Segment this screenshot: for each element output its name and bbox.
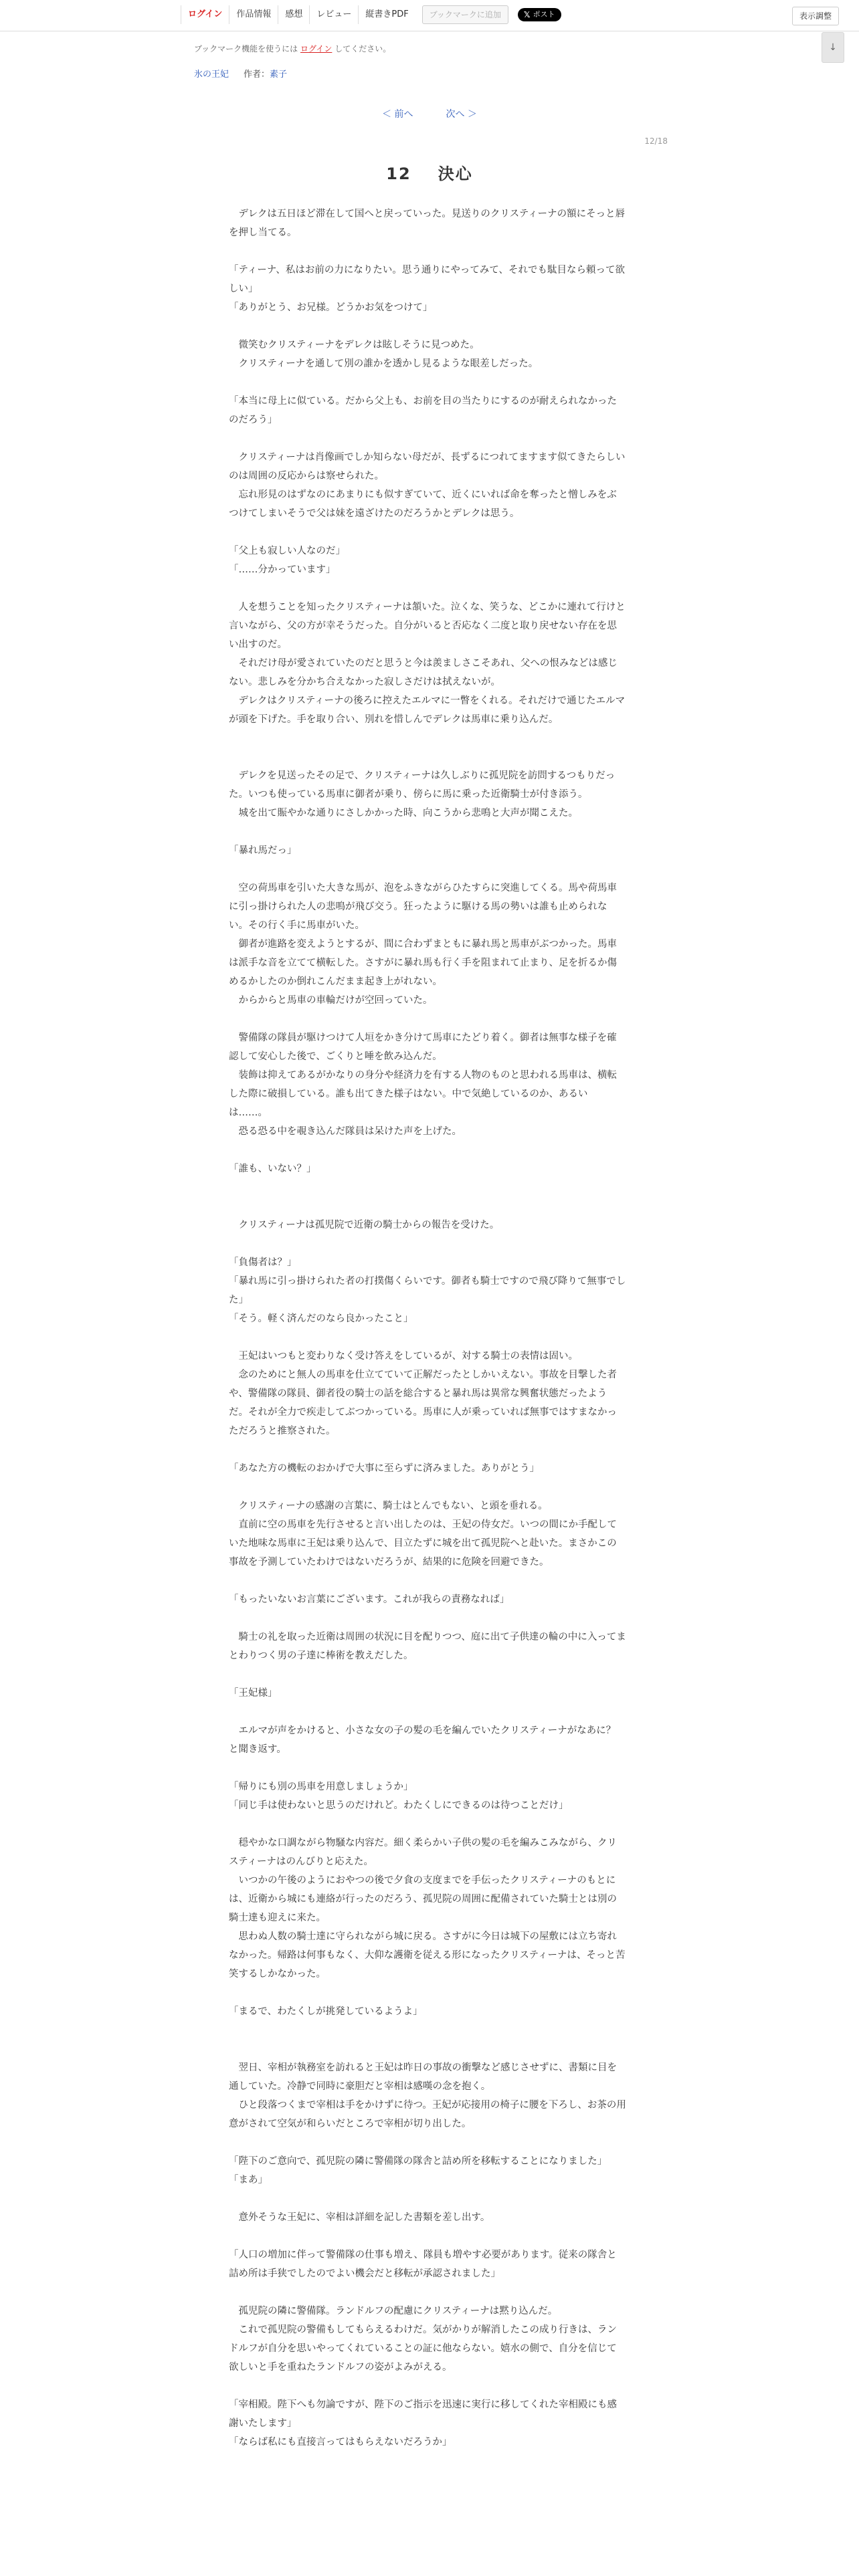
body-paragraph: いつかの午後のようにおやつの後で夕食の支度までを手伝ったクリスティーナのもとには、近衛から城にも連絡が行ったのだろう、孤児院の周囲に配備されていた騎士とは別の騎士達も迎えに来た。 (229, 1875, 617, 1923)
chapter-title (0, 160, 859, 184)
blank-line (229, 1328, 626, 1347)
body-paragraph: 空の荷馬車を引いた大きな馬が、泡をふきながらひたすらに突進してくる。馬や荷馬車に引っ掛けられた人の悲鳴が飛び交う。狂ったように駆ける馬の勢いは誰も止められない。その行く手に馬車がいた。 (229, 883, 617, 931)
body-paragraph: 騎士の礼を取った近衛は周囲の状況に目を配りつつ、庭に出て子供達の輪の中に入ってまとわりつく男の子達に棒術を教えだした。 (229, 1632, 626, 1661)
body-paragraph: 「父上も寂しい人なのだ」 (229, 546, 345, 556)
notice-text-after: してください。 (332, 44, 391, 53)
body-paragraph: 「王妃様」 (229, 1688, 278, 1699)
blank-line (229, 1010, 626, 1029)
blank-line (229, 242, 626, 261)
blank-line (229, 2227, 626, 2246)
x-post-label: ポスト (533, 10, 555, 19)
blank-line (229, 1572, 626, 1590)
body-paragraph: 孤児院の隣に警備隊。ランドルフの配慮にクリスティーナは黙り込んだ。 (229, 2306, 558, 2317)
body-paragraph: 念のためにと無人の馬車を仕立てていて正解だったとしかいえない。事故を目撃した者や、警備隊の隊員、御者役の騎士の話を総合すると暴れ馬は異常な興奮状態だったようだ。それが全力で疾走してぶつかっている。馬車に人が乗っていれば無事ではすまなかっただろうと推察された。 (229, 1370, 617, 1436)
body-paragraph: それだけ母が愛されていたのだと思うと今は羨ましさこそあれ、父への恨みなどは感じない。悲しみを分かち合えなかった寂しさだけは拭えないが。 (229, 658, 617, 687)
vertical-pdf-link[interactable]: 縦書きPDF (358, 5, 415, 24)
blank-line (229, 1983, 626, 2002)
body-paragraph: 人を想うことを知ったクリスティーナは頷いた。泣くな、笑うな、どこかに連れて行けと言いながら、父の方が幸そうだった。自分がいると否応なく二度と取り戻せない存在を思い出すのだ。 (229, 602, 626, 650)
chapter-number: 12 (386, 165, 411, 183)
author-label: 作者： (244, 70, 270, 80)
body-paragraph: 「ありがとう、お兄様。どうかお気をつけて」 (229, 302, 433, 313)
body-paragraph: 「同じ手は使わないと思うのだけれど。わたくしにできるのは待つことだけ」 (229, 1800, 569, 1811)
body-paragraph: 意外そうな王妃に、宰相は詳細を記した書類を差し出す。 (229, 2212, 490, 2223)
blank-line (229, 523, 626, 542)
body-paragraph: 王妃はいつもと変わりなく受け答えをしているが、対する騎士の表情は固い。 (229, 1351, 578, 1362)
body-paragraph: 「まあ」 (229, 2175, 268, 2185)
blank-line (229, 1440, 626, 1459)
series-title-link[interactable]: 氷の王妃 (194, 70, 229, 80)
body-paragraph: 恐る恐る中を覗き込んだ隊員は呆けた声を上げた。 (229, 1126, 462, 1137)
body-paragraph: 「……分かっています」 (229, 564, 336, 575)
blank-line (229, 373, 626, 392)
blank-line (229, 2189, 626, 2208)
body-paragraph: 「陛下のご意向で、孤児院の隣に警備隊の隊舎と詰め所を移転することになりました」 (229, 2156, 607, 2167)
blank-line (229, 1235, 626, 1253)
blank-line (229, 1759, 626, 1778)
body-paragraph: 穏やかな口調ながら物騒な内容だ。細く柔らかい子供の髪の毛を編みこみながら、クリスティーナはのんびりと応えた。 (229, 1838, 617, 1867)
novel-body (229, 205, 626, 2452)
body-paragraph: 「帰りにも別の馬車を用意しましょうか」 (229, 1782, 413, 1792)
body-paragraph: 「ティーナ、私はお前の力になりたい。思う通りにやってみて、それでも駄目なら頼って欲しい」 (229, 265, 626, 294)
work-info-link[interactable]: 作品情報 (229, 5, 278, 24)
body-paragraph: クリスティーナの感謝の言葉に、騎士はとんでもない、と頭を垂れる。 (229, 1501, 548, 1511)
blank-line (229, 1178, 626, 1197)
blank-line (229, 1609, 626, 1628)
blank-line (229, 860, 626, 879)
author-link[interactable]: 素子 (270, 70, 288, 80)
impressions-link[interactable]: 感想 (278, 5, 309, 24)
body-paragraph: 「負傷者は？」 (229, 1257, 297, 1268)
blank-line (229, 1665, 626, 1684)
episode-counter: 12/18 (644, 136, 668, 146)
blank-line (229, 579, 626, 598)
body-paragraph: 微笑むクリスティーナをデレクは眩しそうに見つめた。 (229, 340, 480, 350)
body-paragraph: 装飾は抑えてあるがかなりの身分や経済力を有する人物のものと思われる馬車は、横転した際に破損している。誰も出てきた様子はない。中で気絶しているのか、あるいは……。 (229, 1070, 617, 1118)
body-paragraph: 「誰も、いない？」 (229, 1164, 316, 1174)
blank-line (229, 1815, 626, 1834)
body-paragraph: デレクは五日ほど滞在して国へと戻っていった。見送りのクリスティーナの額にそっと唇を押し当てる。 (229, 209, 626, 238)
blank-line (229, 317, 626, 336)
body-paragraph: 「人口の増加に伴って警備隊の仕事も増え、隊員も増やす必要があります。従来の隊舎と詰め所は手狭でしたのでよい機会だと移転が承認されました」 (229, 2250, 617, 2279)
display-settings-button[interactable]: 表示調整 (792, 7, 839, 25)
next-episode-link[interactable]: 次へ ＞ (446, 109, 477, 120)
body-paragraph: 「ならば私にも直接言ってはもらえないだろうか」 (229, 2437, 452, 2448)
body-paragraph: からからと馬車の車輪だけが空回っていた。 (229, 995, 433, 1006)
x-post-button[interactable] (518, 8, 561, 21)
x-logo-icon: 𝕏 (523, 10, 531, 19)
login-link[interactable]: ログイン (181, 5, 229, 24)
blank-line (229, 2133, 626, 2152)
blank-line (229, 429, 626, 448)
main-nav (181, 5, 561, 24)
blank-line (229, 2377, 626, 2395)
scroll-down-icon[interactable]: ↓ (822, 32, 844, 63)
body-paragraph: ひと段落つくまで宰相は手をかけずに待つ。王妃が応接用の椅子に腰を下ろし、お茶の用意がされて空気が和らいだところで宰相が切り出した。 (229, 2100, 626, 2129)
body-paragraph: 「本当に母上に似ている。だから父上も、お前を目の当たりにするのが耐えられなかったのだろう」 (229, 396, 617, 425)
body-paragraph: 直前に空の馬車を先行させると言い出したのは、王妃の侍女だ。いつの間にか手配していた地味な馬車に王妃は乗り込んで、目立たずに城を出て孤児院へと赴いた。まさかこの事故を予測していたわけではないだろうが、結果的に危険を回避できた。 (229, 1519, 617, 1568)
blank-line (229, 1197, 626, 1216)
blank-line (229, 2283, 626, 2302)
notice-text-before: ブックマーク機能を使うには (194, 44, 300, 53)
author-info (244, 67, 287, 80)
episode-pager (0, 107, 859, 120)
body-paragraph: 「暴れ馬だっ」 (229, 845, 297, 856)
review-link[interactable]: レビュー (309, 5, 358, 24)
body-paragraph: 御者が進路を変えようとするが、間に合わずまともに暴れ馬と馬車がぶつかった。馬車は派手な音を立てて横転した。さすがに暴れ馬も行く手を阻まれて止まり、足を折るか傷めるかしたのか倒れこんだまま起き上がれない。 (229, 939, 617, 987)
work-meta (194, 67, 287, 80)
body-paragraph: 「そう。軽く済んだのなら良かったこと」 (229, 1313, 413, 1324)
body-paragraph: 「宰相殿。陛下へも勿論ですが、陛下のご指示を迅速に実行に移してくれた宰相殿にも感謝いたします」 (229, 2399, 617, 2429)
body-paragraph: デレクを見送ったその足で、クリスティーナは久しぶりに孤児院を訪問するつもりだった。いつも使っている馬車に御者が乗り、傍らに馬に乗った近衛騎士が付き添う。 (229, 770, 615, 800)
body-paragraph: 「まるで、わたくしが挑発しているようよ」 (229, 2006, 423, 2017)
body-paragraph: デレクはクリスティーナの後ろに控えたエルマに一瞥をくれる。それだけで通じたエルマが頭を下げた。手を取り合い、別れを惜しんでデレクは馬車に乗り込んだ。 (229, 695, 626, 725)
blank-line (229, 748, 626, 766)
chapter-name: 決心 (438, 165, 473, 183)
blank-line (229, 1478, 626, 1497)
blank-line (229, 1141, 626, 1160)
blank-line (229, 823, 626, 841)
body-paragraph: 警備隊の隊員が駆けつけて人垣をかき分けて馬車にたどり着く。御者は無事な様子を確認して安心した後で、ごくりと唾を飲み込んだ。 (229, 1033, 617, 1062)
body-paragraph: 忘れ形見のはずなのにあまりにも似すぎていて、近くにいれば命を奪ったと憎しみをぶつけてしまいそうで父は妹を遠ざけたのだろうかとデレクは思う。 (229, 490, 617, 519)
add-bookmark-button[interactable]: ブックマークに追加 (422, 5, 508, 24)
body-paragraph: クリスティーナは肖像画でしか知らない母だが、長ずるにつれてますます似てきたらしいのは周囲の反応からは察せられた。 (229, 452, 626, 481)
blank-line (229, 2040, 626, 2058)
notice-login-link[interactable]: ログイン (300, 44, 332, 53)
body-paragraph: エルマが声をかけると、小さな女の子の髪の毛を編んでいたクリスティーナがなあに？ と聞き返す。 (229, 1725, 626, 1755)
body-paragraph: 「もったいないお言葉にございます。これが我らの責務なれば」 (229, 1594, 510, 1605)
body-paragraph: クリスティーナは孤児院で近衛の騎士からの報告を受けた。 (229, 1220, 500, 1230)
body-paragraph: 思わぬ人数の騎士達に守られながら城に戻る。さすがに今日は城下の屋敷には立ち寄れなかった。帰路は何事もなく、大仰な護衛を従える形になったクリスティーナは、そっと苦笑するしかなかった。 (229, 1931, 626, 1979)
body-paragraph: 「暴れ馬に引っ掛けられた者の打撲傷くらいです。御者も騎士ですので飛び降りて無事でした」 (229, 1276, 626, 1305)
prev-episode-link[interactable]: ＜ 前へ (382, 109, 413, 120)
top-nav-bar (0, 0, 859, 31)
blank-line (229, 1703, 626, 1721)
body-paragraph: 城を出て賑やかな通りにさしかかった時、向こうから悲鳴と大声が聞こえた。 (229, 808, 578, 819)
blank-line (229, 729, 626, 748)
body-paragraph: クリスティーナを通して別の誰かを透かし見るような眼差しだった。 (229, 358, 539, 369)
body-paragraph: これで孤児院の警備もしてもらえるわけだ。気がかりが解消したこの成り行きは、ランドルフが自分を思いやってくれていることの証に他ならない。嬉水の側で、自分を信じて欲しいと手を重ねたランドルフの姿がよみがえる。 (229, 2325, 617, 2373)
login-notice (194, 43, 391, 54)
body-paragraph: 「あなた方の機転のおかげで大事に至らずに済みました。ありがとう」 (229, 1463, 539, 1474)
body-paragraph: 翌日、宰相が執務室を訪れると王妃は昨日の事故の衝撃など感じさせずに、書類に目を通していた。冷静で同時に豪胆だと宰相は感嘆の念を抱く。 (229, 2062, 617, 2092)
blank-line (229, 2021, 626, 2040)
